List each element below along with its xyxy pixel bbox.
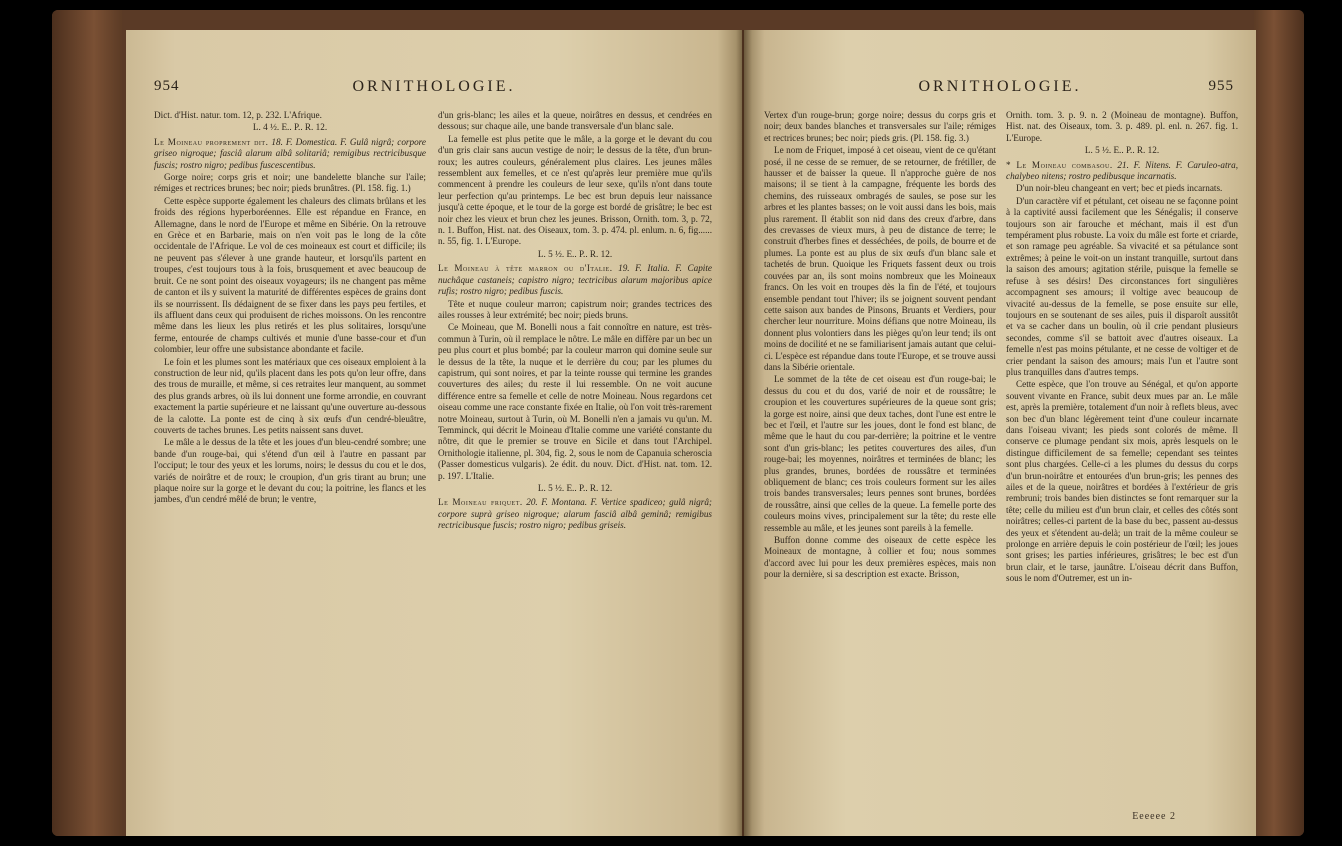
species-entry bbox=[1006, 160, 1238, 183]
body-paragraph: Le foin et les plumes sont les matériaux que ces oiseaux emploient à la construction de leur nid, qu'ils placent dans les pots qu'on leur offre, dans des trous de muraille, et même, si ces retraites leur manquent, au sommet des plus grands arbres, où ils lui donnent une forme arrondie, en couvrant exactement la partie supérieure et ne laissant qu'une ouverture au-dessous de la calotte. La ponte est de cinq à six œufs d'un cendré-bleuâtre, couverts de taches brunes. Les petits naissent sans duvet. bbox=[154, 356, 426, 435]
species-diagnosis: 21. F. Nitens. F. Caruleo-atra, chalybeo nitens; rostro pedibusque incarnatis. bbox=[1006, 159, 1238, 182]
left-page bbox=[126, 30, 742, 836]
measurement-line: L. 5 ½. E.. P.. R. 12. bbox=[537, 248, 613, 259]
species-entry bbox=[438, 263, 712, 297]
body-paragraph: La femelle est plus petite que le mâle, a la gorge et le devant du cou d'un gris clair sans aucun vestige de noir; le dessus de la tête, d'un brun-roux; les autres couleurs, généralement plus claires. Les jeunes mâles ressemblent aux femelles, et ce n'est qu'après leur première mue qu'ils commencent à prendre les couleurs de leur sexe, qu'ils n'ont dans toute leur perfection qu'au printemps. Le bec est brun depuis leur naissance jusqu'à cette époque, et le tour de la gorge est bordé de grisâtre; le bec est noir chez les vieux et brun chez les jeunes. Brisson, Ornith. tom. 3, p. 72, n. 1. Buffon, Hist. nat. des Oiseaux, tom. 3. p. 474. pl. enlum. n. 6, fig...... n. 55, fig. 1. L'Europe. bbox=[438, 133, 712, 247]
right-running-head bbox=[744, 78, 1256, 100]
left-column-2 bbox=[438, 110, 712, 810]
species-entry bbox=[438, 497, 712, 531]
body-paragraph: Cette espèce, que l'on trouve au Sénégal, et qu'on apporte souvent vivante en France, subit deux mues par an. Le mâle est, après la première, totalement d'un noir à reflets bleus, avec son bec d'un blanc légèrement teint d'une couleur incarnate dans l'oiseau vivant; les pieds sont colorés de même. Il conserve ce plumage pendant six mois, après lesquels on le distingue difficilement de sa femelle; cependant ses teintes sont plus chargées. Celle-ci a les plumes du dessus du corps d'un brun-noirâtre et entourées d'un brun-gris; les pennes des ailes et de la queue, noirâtres et bordées à l'extérieur de gris rembruni; trois bandes bien distinctes se font remarquer sur la tête; celle du milieu est d'un brun clair, et celles des côtés sont noirâtres; celles-ci partent de la base du bec, passent au-dessus des yeux et s'étendent au-delà; un trait de la même couleur se prolonge en arrière depuis le coin postérieur de l'œil; les joues sont grises; les parties inférieures, grisâtres; le bec est d'un brun clair, et le tarse, jaunâtre. L'oiseau décrit dans Buffon, sous le nom d'Outremer, est un in- bbox=[1006, 379, 1238, 584]
species-heading: Le Moineau friquet. bbox=[438, 497, 523, 508]
measurement-line: L. 4 ½. E.. P.. R. 12. bbox=[252, 122, 328, 133]
species-heading: Le Moineau proprement dit. bbox=[154, 136, 269, 147]
species-diagnosis: 20. F. Montana. F. Vertice spadiceo; gulâ nigrâ; corpore suprà griseo nigroque; alarum fasciâ albâ geminâ; remigibus rectricibusque fuscis; rostro nigro; pedibus griseis. bbox=[438, 497, 712, 531]
body-paragraph: Gorge noire; corps gris et noir; une bandelette blanche sur l'aile; rémiges et rectrices brunes; bec noir; pieds brunâtres. (Pl. 158. fig. 1.) bbox=[154, 172, 426, 194]
species-entry bbox=[154, 137, 426, 171]
body-paragraph: Dict. d'Hist. natur. tom. 12, p. 232. L'Afrique. bbox=[154, 110, 322, 120]
right-column-2 bbox=[1006, 110, 1238, 810]
body-paragraph: Le mâle a le dessus de la tête et les joues d'un bleu-cendré sombre; une bande d'un rouge-bai, qui s'étend d'un œil à l'autre en passant par l'occiput; le tour des yeux et les lorums, noirs; le dessus du cou et le dos, variés de noirâtre et de roux; le croupion, d'un gris tirant au brun; une plaque noire sur la gorge et le devant du cou; la poitrine, les flancs et les jambes, d'un cendré mêlé de brun; le ventre, bbox=[154, 437, 426, 505]
book-cover-left-edge bbox=[52, 10, 122, 836]
body-paragraph: Ornith. tom. 3. p. 9. n. 2 (Moineau de montagne). Buffon, Hist. nat. des Oiseaux, tom. 3. p. 489. pl. enl. n. 267. fig. 1. L'Europe. bbox=[1006, 110, 1238, 143]
body-paragraph: d'un gris-blanc; les ailes et la queue, noirâtres en dessus, et cendrées en dessous; sur chaque aile, une bande transversale d'un blanc sale. bbox=[438, 110, 712, 132]
body-paragraph: D'un caractère vif et pétulant, cet oiseau ne se façonne point à la captivité aussi facilement que les Sénégalis; il conserve toujours son air farouche et méchant, mais il est d'un tempérament plus robuste. La voix du mâle est forte et criarde, et son ramage peu agréable. Sa vivacité et sa pétulance sont extrêmes; à peine le voit-on un instant tranquille, surtout dans la saison des amours; agitation stérile, puisque la femelle se refuse à ses désirs! Des circonstances fort singulières accompagnent ses amours; il voltige avec beaucoup de vivacité au-dessus de la femelle, se pose ensuite sur elle, toujours en se soutenant de ses ailes, puis il disparoît aussitôt et va se cacher dans un boulin, où il crie pendant plusieurs secondes, comme s'il se battoit avec d'autres oiseaux. La femelle n'est pas moins pétulante, et ne cesse de voltiger et de crier pendant la saison des amours; mais l'un et l'autre sont plus tranquilles dans d'autres temps. bbox=[1006, 195, 1238, 377]
right-column-1 bbox=[764, 110, 996, 810]
left-running-title: ORNITHOLOGIE. bbox=[352, 78, 516, 95]
species-heading: * Le Moineau combasou. bbox=[1006, 159, 1113, 170]
body-paragraph: Cette espèce supporte également les chaleurs des climats brûlans et les froids des régions hyperboréennes. Elle est répandue en France, en Allemagne, dans le nord de l'Europe et même en Sibérie. On la retrouve en Grèce et en Barbarie, mais on n'en voit pas le long de la côte occidentale de l'Afrique. Le vol de ces moineaux est court et difficile; ils ne peuvent pas s'élever à une grande hauteur, et lorsqu'ils partent en troupes, c'est toujours tous à la fois, brusquement et avec beaucoup de bruit. Ce ne sont point des oiseaux voyageurs; ils ne changent pas même de canton et ils y suivent la maturité de différentes espèces de grains dont ils se nourrissent. Ils dédaignent de se fixer dans les pays peu fertiles, et ils affluent dans ceux qui produisent de riches moissons. On les rencontre même dans les lieux les plus retirés et les plus solitaires, lorsqu'une ferme, entourée de champs cultivés et munie d'une basse-cour et d'un colombier, leur offre une subsistance abondante et facile. bbox=[154, 195, 426, 355]
body-paragraph: Le nom de Friquet, imposé à cet oiseau, vient de ce qu'étant posé, il ne cesse de se remuer, de se retourner, de frétiller, de hausser et de baisser la queue. Il n'approche guère de nos maisons; il se tient à la campagne, fréquente les bords des chemins, des ruisseaux ombragés de saules, se pose sur les arbres et les plantes basses; on le voit aussi dans les bois, mais plus rarement. Il établit son nid dans des creux d'arbre, dans des crevasses de vieux murs, à peu de distance de terre; le construit d'herbes fines et desséchées, de poils, de bourre et de plumes. La ponte est au plus de six œufs d'un blanc sale et tachetés de brun. Quoique les Friquets fassent deux ou trois couvées par an, ils sont moins nombreux que les Moineaux francs. On les voit en troupes dès la fin de l'été, et toujours ensemble pendant tout l'hiver; ils se joignent souvent pendant cette saison aux bandes de Pinsons, Bruants et Verdiers, pour chercher leur nourriture. Moins défians que notre Moineau, ils donnent plus volontiers dans les pièges qu'on leur tend; ils ont moins de docilité et ne se familiarisent jamais autant que celui-ci. L'espèce est répandue dans toute l'Europe, et se trouve aussi dans la Sibérie orientale. bbox=[764, 145, 996, 372]
species-diagnosis: 18. F. Domestica. F. Gulâ nigrâ; corpore griseo nigroque; fasciâ alarum albâ solitariâ; remigibus rectricibusque fuscis; rostro nigro; pedibus fuscescentibus. bbox=[154, 136, 426, 170]
measurement-line: L. 5 ½. E.. P.. R. 12. bbox=[1084, 145, 1160, 156]
body-paragraph: Le sommet de la tête de cet oiseau est d'un rouge-bai; le dessus du cou et du dos, varié de noir et de roussâtre; le croupion et les couvertures supérieures de la queue sont gris; la gorge est noire, ainsi que deux taches, dont l'une est entre le bec et l'œil, et l'autre sur les joues, dont le fond est blanc, de même que le haut du cou par-derrière; la poitrine et le ventre sont d'un gris-blanc; les petites couvertures des ailes, d'un rouge-bai; les moyennes, noirâtres et terminées de blanc; les plus grandes, brunes, bordées de roussâtre et terminées obliquement de blanc; ces trois couleurs forment sur les ailes trois bandes transversales; leurs pennes sont brunes, bordées de roussâtre, ainsi que celles de la queue. La femelle porte des couleurs moins vives, principalement sur la tête; du reste elle ressemble au mâle, et les jeunes sont pareils à la femelle. bbox=[764, 374, 996, 533]
left-page-number: 954 bbox=[154, 78, 180, 94]
species-diagnosis: 19. F. Italia. F. Capite nuchâque castaneis; capistro nigro; tectricibus alarum majoribus apice rufis; rostro nigro; pedibus fuscis. bbox=[438, 263, 712, 297]
measurement-line: L. 5 ½. E.. P.. R. 12. bbox=[537, 483, 613, 493]
left-running-head bbox=[126, 78, 742, 100]
book-cover-right-edge bbox=[1254, 10, 1304, 836]
gutter-shadow bbox=[736, 30, 752, 836]
right-page-number: 955 bbox=[1208, 78, 1234, 94]
left-column-1 bbox=[154, 110, 426, 810]
body-paragraph: Ce Moineau, que M. Bonelli nous a fait connoître en nature, est très-commun à Turin, où il remplace le nôtre. Le mâle en diffère par un bec un peu plus court et plus bombé; par la couleur marron qui domine seule sur le dessus de la tête, la nuque et le derrière du cou; par les plumes du capistrum, qui sont noires, et par la teinte rousse qui termine les grandes couvertures des ailes; du reste il lui ressemble. On ne voit aucune différence entre sa femelle et celle de notre Moineau. Nous regardons cet oiseau comme une race constante fixée en Italie, où l'on voit très-rarement notre Moineau, surtout à Turin, où M. Bonelli n'en a jamais vu qu'un. M. Temminck, qui décrit le Moineau d'Italie comme une variété constante du nôtre, dit que le premier se trouve en Sicile et dans tout l'Archipel. Ornithologie italienne, pl. 304, fig. 2, sous le nom de Capanuia scheroscia (Passer domesticus vulgaris). 2e édit. du nouv. Dict. d'Hist. nat. tom. 12. p. 197. L'Italie. bbox=[438, 322, 712, 481]
book bbox=[52, 10, 1304, 836]
right-page bbox=[744, 30, 1256, 836]
body-paragraph: Vertex d'un rouge-brun; gorge noire; dessus du corps gris et noir; deux bandes blanches et transversales sur l'aile; rémiges et rectrices brunes; bec noir; pieds gris. (Pl. 158. fig. 3.) bbox=[764, 110, 996, 143]
right-running-title: ORNITHOLOGIE. bbox=[918, 78, 1082, 95]
species-heading: Le Moineau à tête marron ou d'Italie. bbox=[438, 263, 613, 274]
body-paragraph: Buffon donne comme des oiseaux de cette espèce les Moineaux de montagne, à collier et fou; nous sommes d'accord avec lui pour les deux premières espèces, mais non pour la dernière, si sa description est exacte. Brisson, bbox=[764, 535, 996, 580]
signature-mark: Eeeeee 2 bbox=[1132, 811, 1176, 822]
body-paragraph: Tête et nuque couleur marron; capistrum noir; grandes tectrices des ailes rousses à leur extrémité; bec noir; pieds bruns. bbox=[438, 298, 712, 320]
body-paragraph: D'un noir-bleu changeant en vert; bec et pieds incarnats. bbox=[1016, 183, 1223, 194]
